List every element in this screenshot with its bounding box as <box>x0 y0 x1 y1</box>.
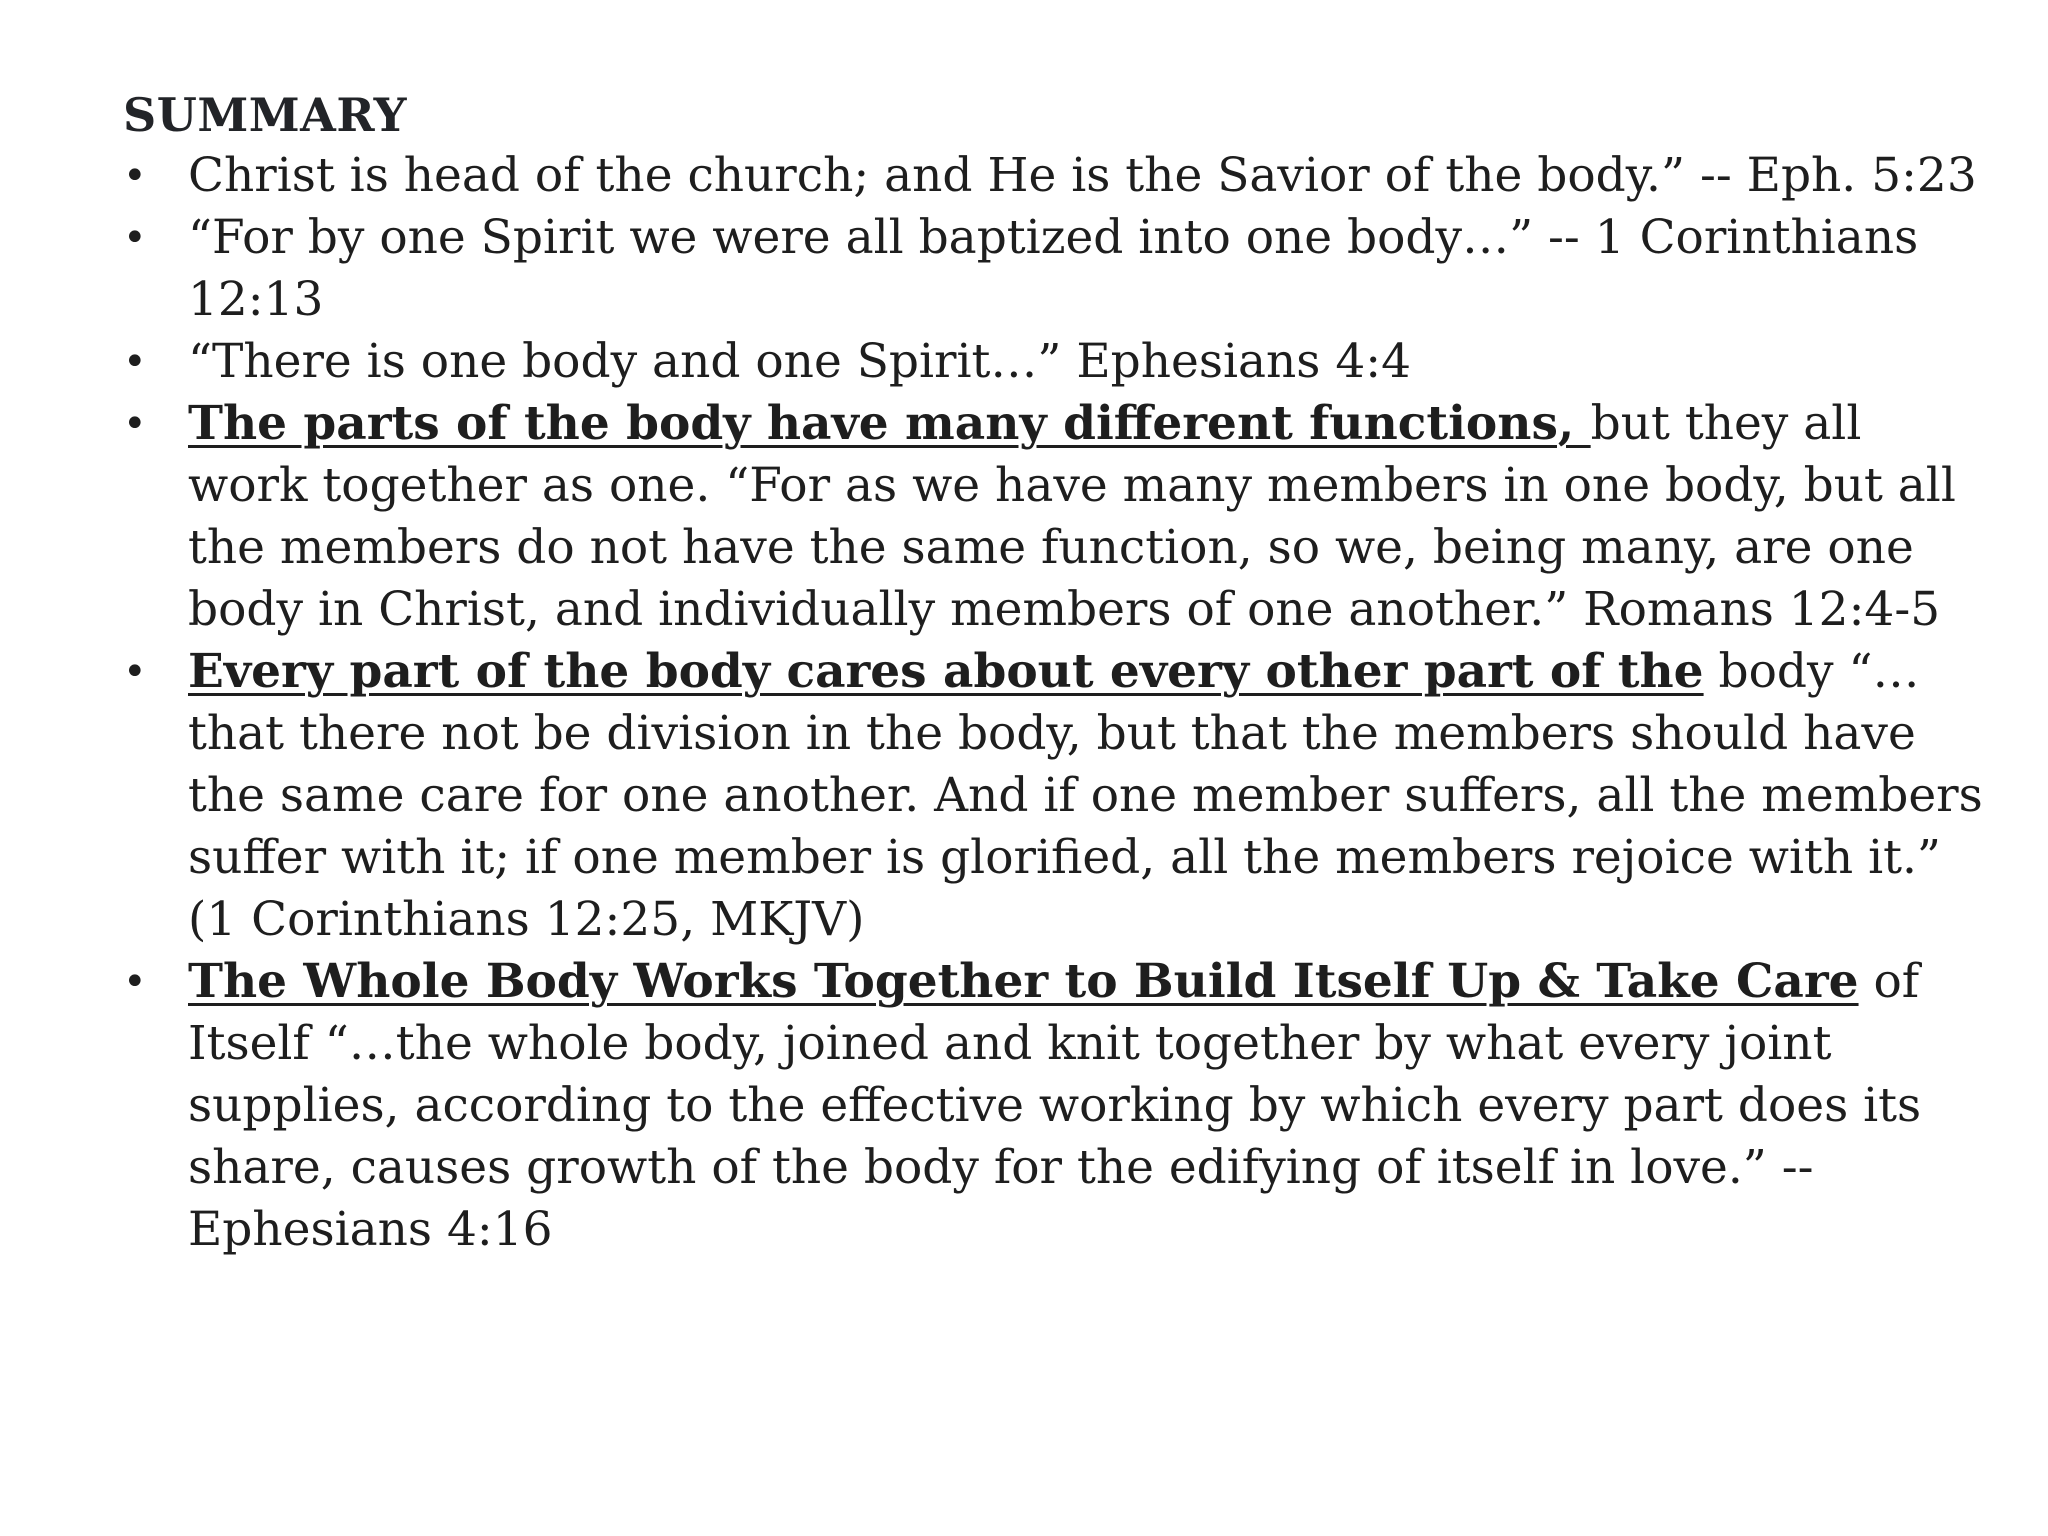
bullet-item <box>123 951 1993 1261</box>
bullet-icon: • <box>123 153 147 199</box>
bullet-text: body “… that there not be division in the body, but that the members should have the same care for one another. And if one member suffers, all the members suffer with it; if one member is glorified, all the members rejoice with it.” (1 Corinthians 12:25, MKJV) <box>188 644 1983 947</box>
bullet-icon: • <box>123 401 147 447</box>
bullet-item <box>123 393 1993 641</box>
bullet-icon: • <box>123 215 147 261</box>
bullet-text: of Itself “…the whole body, joined and knit together by what every joint supplies, according to the effective working by which every part does its share, causes growth of the body for the edifying of itself in love.” -- Ephesians 4:16 <box>188 954 1922 1257</box>
bullet-emphasis: The Whole Body Works Together to Build Itself Up & Take Care <box>188 954 1859 1009</box>
bullet-item <box>123 207 1993 331</box>
bullet-emphasis: The parts of the body have many different functions, <box>188 396 1591 451</box>
bullet-item <box>123 641 1993 951</box>
bullet-item <box>123 145 1993 207</box>
bullet-text: Christ is head of the church; and He is the Savior of the body.” -- Eph. 5:23 <box>188 148 1977 203</box>
slide-title: SUMMARY <box>123 88 408 142</box>
bullet-text: but they all work together as one. “For as we have many members in one body, but all the members do not have the same function, so we, being many, are one body in Christ, and individually members of one another.” Romans 12:4-5 <box>188 396 1956 637</box>
bullet-text: “For by one Spirit we were all baptized into one body…” -- 1 Corinthians 12:13 <box>188 210 1919 327</box>
bullet-list <box>123 145 1993 1261</box>
bullet-icon: • <box>123 959 147 1005</box>
bullet-text: “There is one body and one Spirit…” Ephesians 4:4 <box>188 334 1411 389</box>
bullet-item <box>123 331 1993 393</box>
bullet-emphasis: Every part of the body cares about every other part of the <box>188 644 1704 699</box>
bullet-icon: • <box>123 649 147 695</box>
bullet-icon: • <box>123 339 147 385</box>
